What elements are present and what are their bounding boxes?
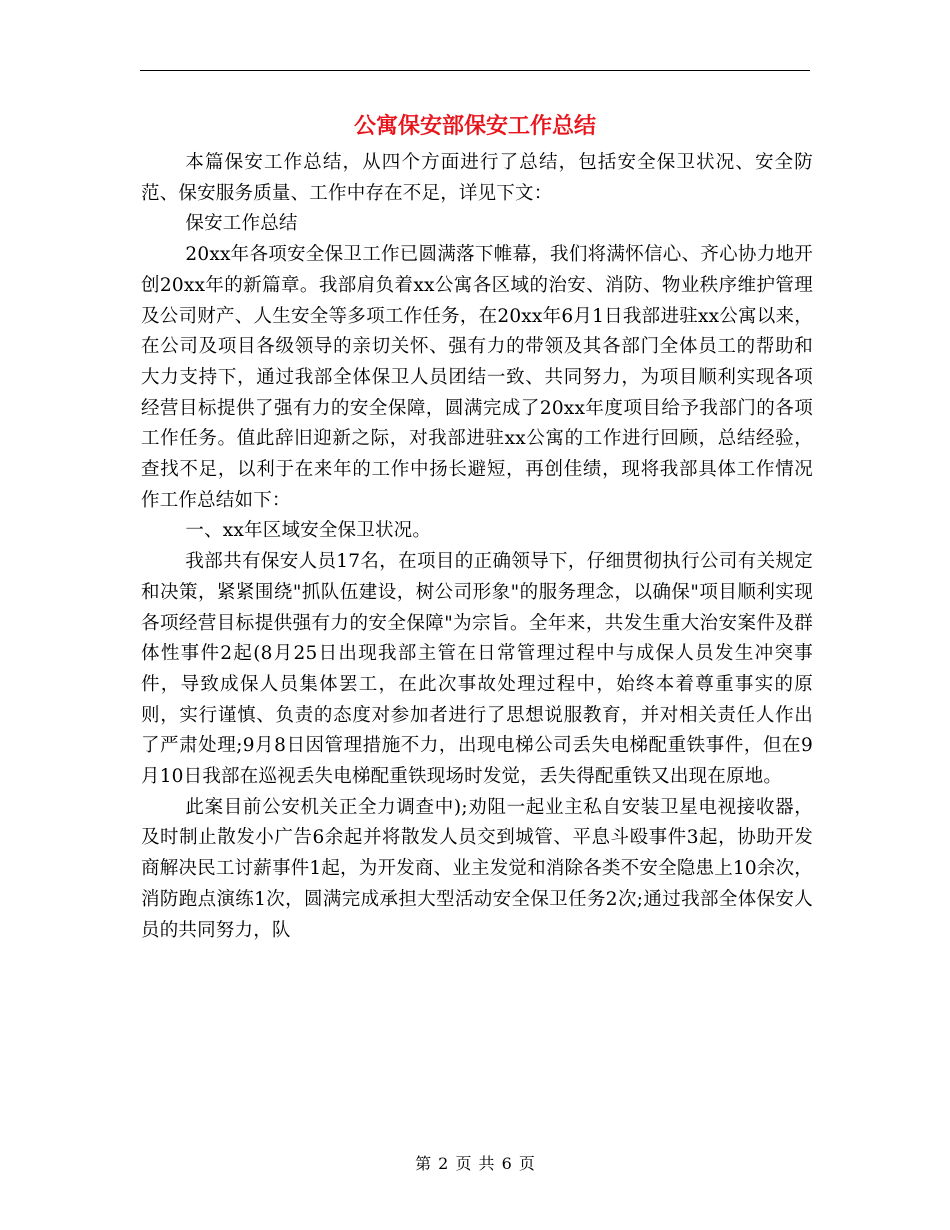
page-title: 公寓保安部保安工作总结 bbox=[353, 113, 596, 139]
header-rule bbox=[140, 70, 810, 71]
section-heading: 保安工作总结 bbox=[185, 213, 298, 235]
document-body bbox=[141, 148, 813, 946]
body-paragraph: 我部共有保安人员17名，在项目的正确领导下，仔细贯彻执行公司有关规定和决策，紧紧围绕"抓队伍建设，树公司形象"的服务理念，以确保"项目顺利实现各项经营目标提供强有力的安全保障"为宗旨。全年来，共发生重大治安案件及群体性事件2起(8月25日出现我部主管在日常管理过程中与成保人员发生冲突事件，导致成保人员集体罢工，在此次事故处理过程中，始终本着尊重事实的原则，实行谨慎、负责的态度对参加者进行了思想说服教育，并对相关责任人作出了严肃处理;9月8日因管理措施不力，出现电梯公司丢失电梯配重铁事件，但在9月10日我部在巡视丢失电梯配重铁现场时发觉，丢失得配重铁又出现在原地。 bbox=[141, 551, 813, 788]
section-heading: 一、xx年区域安全保卫状况。 bbox=[185, 520, 432, 542]
intro-paragraph: 本篇保安工作总结，从四个方面进行了总结，包括安全保卫状况、安全防范、保安服务质量、工作中存在不足，详见下文： bbox=[141, 152, 813, 204]
page-footer: 第 2 页 共 6 页 bbox=[415, 1154, 535, 1173]
body-paragraph: 此案目前公安机关正全力调查中);劝阻一起业主私自安装卫星电视接收器，及时制止散发小广告6余起并将散发人员交到城管、平息斗殴事件3起，协助开发商解决民工讨薪事件1起，为开发商、业主发觉和消除各类不安全隐患上10余次，消防跑点演练1次，圆满完成承担大型活动安全保卫任务2次;通过我部全体保安人员的共同努力，队 bbox=[141, 796, 813, 941]
body-paragraph: 20xx年各项安全保卫工作已圆满落下帷幕，我们将满怀信心、齐心协力地开创20xx年的新篇章。我部肩负着xx公寓各区域的治安、消防、物业秩序维护管理及公司财产、人生安全等多项工作任务，在20xx年6月1日我部进驻xx公寓以来，在公司及项目各级领导的亲切关怀、强有力的带领及其各部门全体员工的帮助和大力支持下，通过我部全体保卫人员团结一致、共同努力，为项目顺利实现各项经营目标提供了强有力的安全保障，圆满完成了20xx年度项目给予我部门的各项工作任务。值此辞旧迎新之际，对我部进驻xx公寓的工作进行回顾，总结经验，查找不足，以利于在来年的工作中扬长避短，再创佳绩，现将我部具体工作情况作工作总结如下： bbox=[141, 244, 813, 511]
